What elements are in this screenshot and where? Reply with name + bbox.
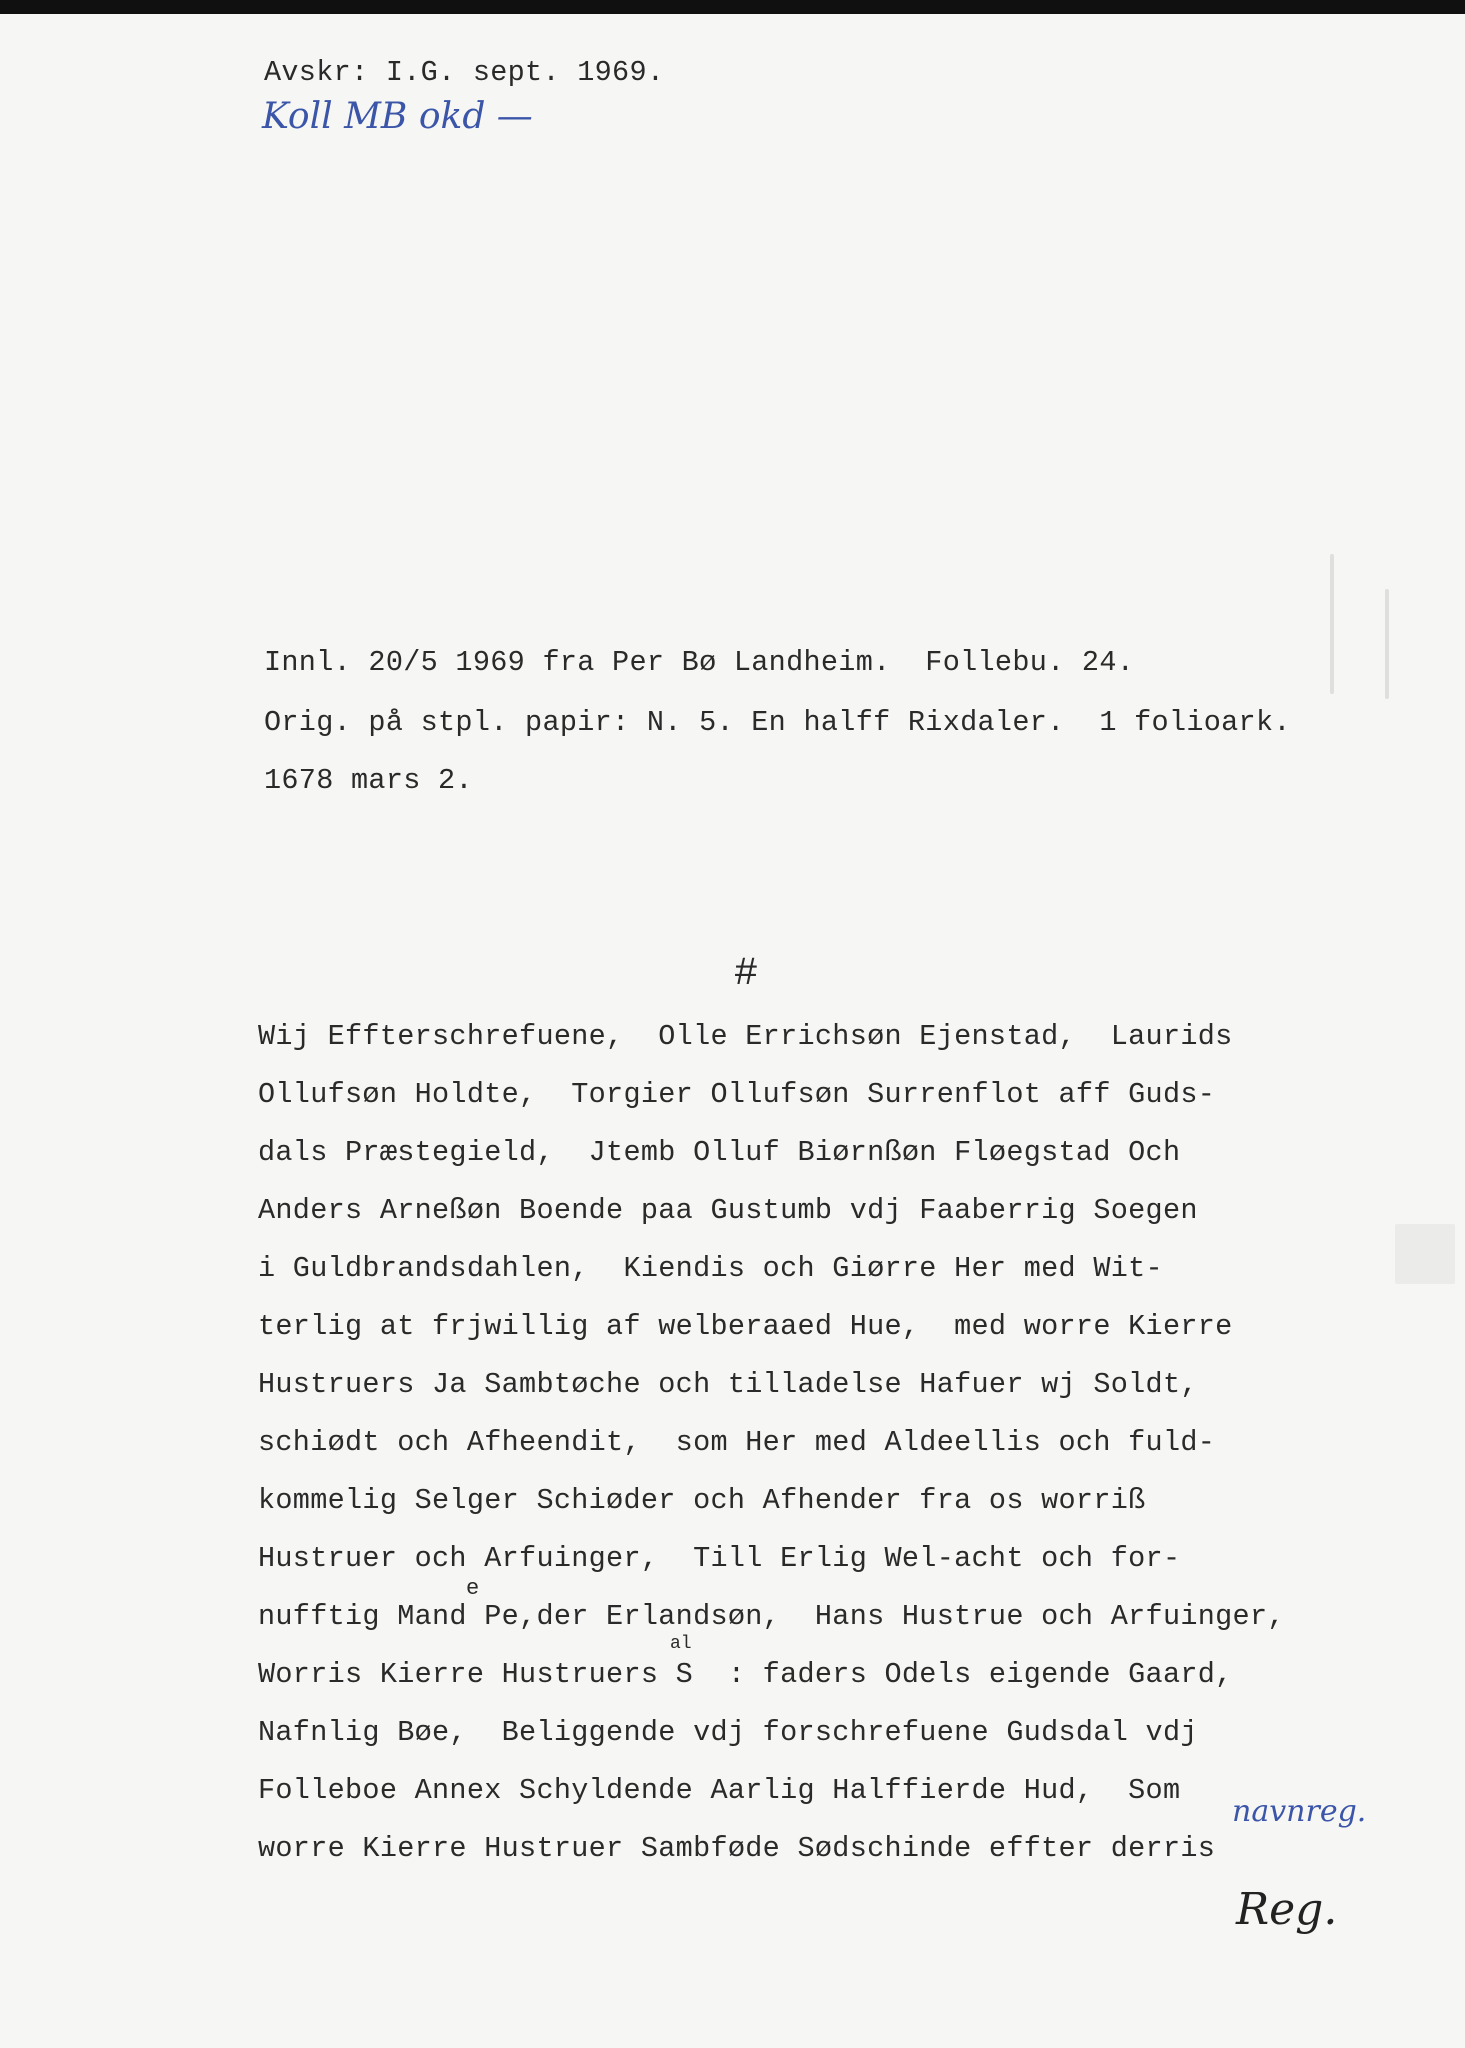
- handwritten-control-note: Koll MB okd —: [262, 96, 533, 137]
- body-line: Wij Effterschrefuene, Olle Errichsøn Ejenstad, Laurids: [258, 1020, 1233, 1053]
- register-note: Reg.: [1236, 1884, 1338, 1935]
- section-separator: #: [734, 952, 759, 997]
- body-line: dals Præstegield, Jtemb Olluf Biørnßøn Fløegstad Och: [258, 1136, 1181, 1169]
- body-line: Folleboe Annex Schyldende Aarlig Halffierde Hud, Som: [258, 1774, 1181, 1807]
- body-line: Anders Arneßøn Boende paa Gustumb vdj Faaberrig Soegen: [258, 1194, 1198, 1227]
- provenance-line-1: Innl. 20/5 1969 fra Per Bø Landheim. Follebu. 24.: [264, 646, 1135, 679]
- body-line: worre Kierre Hustruer Sambføde Sødschinde effter derris: [258, 1832, 1216, 1865]
- body-line: nufftig Mand Pe,der Erlandsøn, Hans Hustrue och Arfuinger,: [258, 1600, 1285, 1633]
- superscript-e: e: [466, 1576, 480, 1601]
- body-line: i Guldbrandsdahlen, Kiendis och Giørre Her med Wit-: [258, 1252, 1163, 1285]
- body-line: schiødt och Afheendit, som Her med Aldeellis och fuld-: [258, 1426, 1216, 1459]
- superscript-al: al: [670, 1634, 692, 1654]
- body-line: Worris Kierre Hustruers S : faders Odels eigende Gaard,: [258, 1658, 1233, 1691]
- body-line: Nafnlig Bøe, Beliggende vdj forschrefuene Gudsdal vdj: [258, 1716, 1198, 1749]
- body-line: Hustruer och Arfuinger, Till Erlig Wel-acht och for-: [258, 1542, 1181, 1575]
- provenance-line-3: 1678 mars 2.: [264, 764, 473, 797]
- name-register-note: navnreg.: [1232, 1794, 1367, 1829]
- body-line: Hustruers Ja Sambtøche och tilladelse Hafuer wj Soldt,: [258, 1368, 1198, 1401]
- document-page: [0, 14, 1465, 2048]
- provenance-line-2: Orig. på stpl. papir: N. 5. En halff Rixdaler. 1 folioark.: [264, 706, 1291, 739]
- bleed-through-mark: [1395, 1224, 1455, 1284]
- body-line: Ollufsøn Holdte, Torgier Ollufsøn Surrenflot aff Guds-: [258, 1078, 1216, 1111]
- bleed-through-mark: [1330, 554, 1334, 694]
- bleed-through-mark: [1385, 589, 1389, 699]
- body-line: kommelig Selger Schiøder och Afhender fra os worriß: [258, 1484, 1146, 1517]
- transcription-note: Avskr: I.G. sept. 1969.: [264, 56, 665, 89]
- body-line: terlig at frjwillig af welberaaed Hue, med worre Kierre: [258, 1310, 1233, 1343]
